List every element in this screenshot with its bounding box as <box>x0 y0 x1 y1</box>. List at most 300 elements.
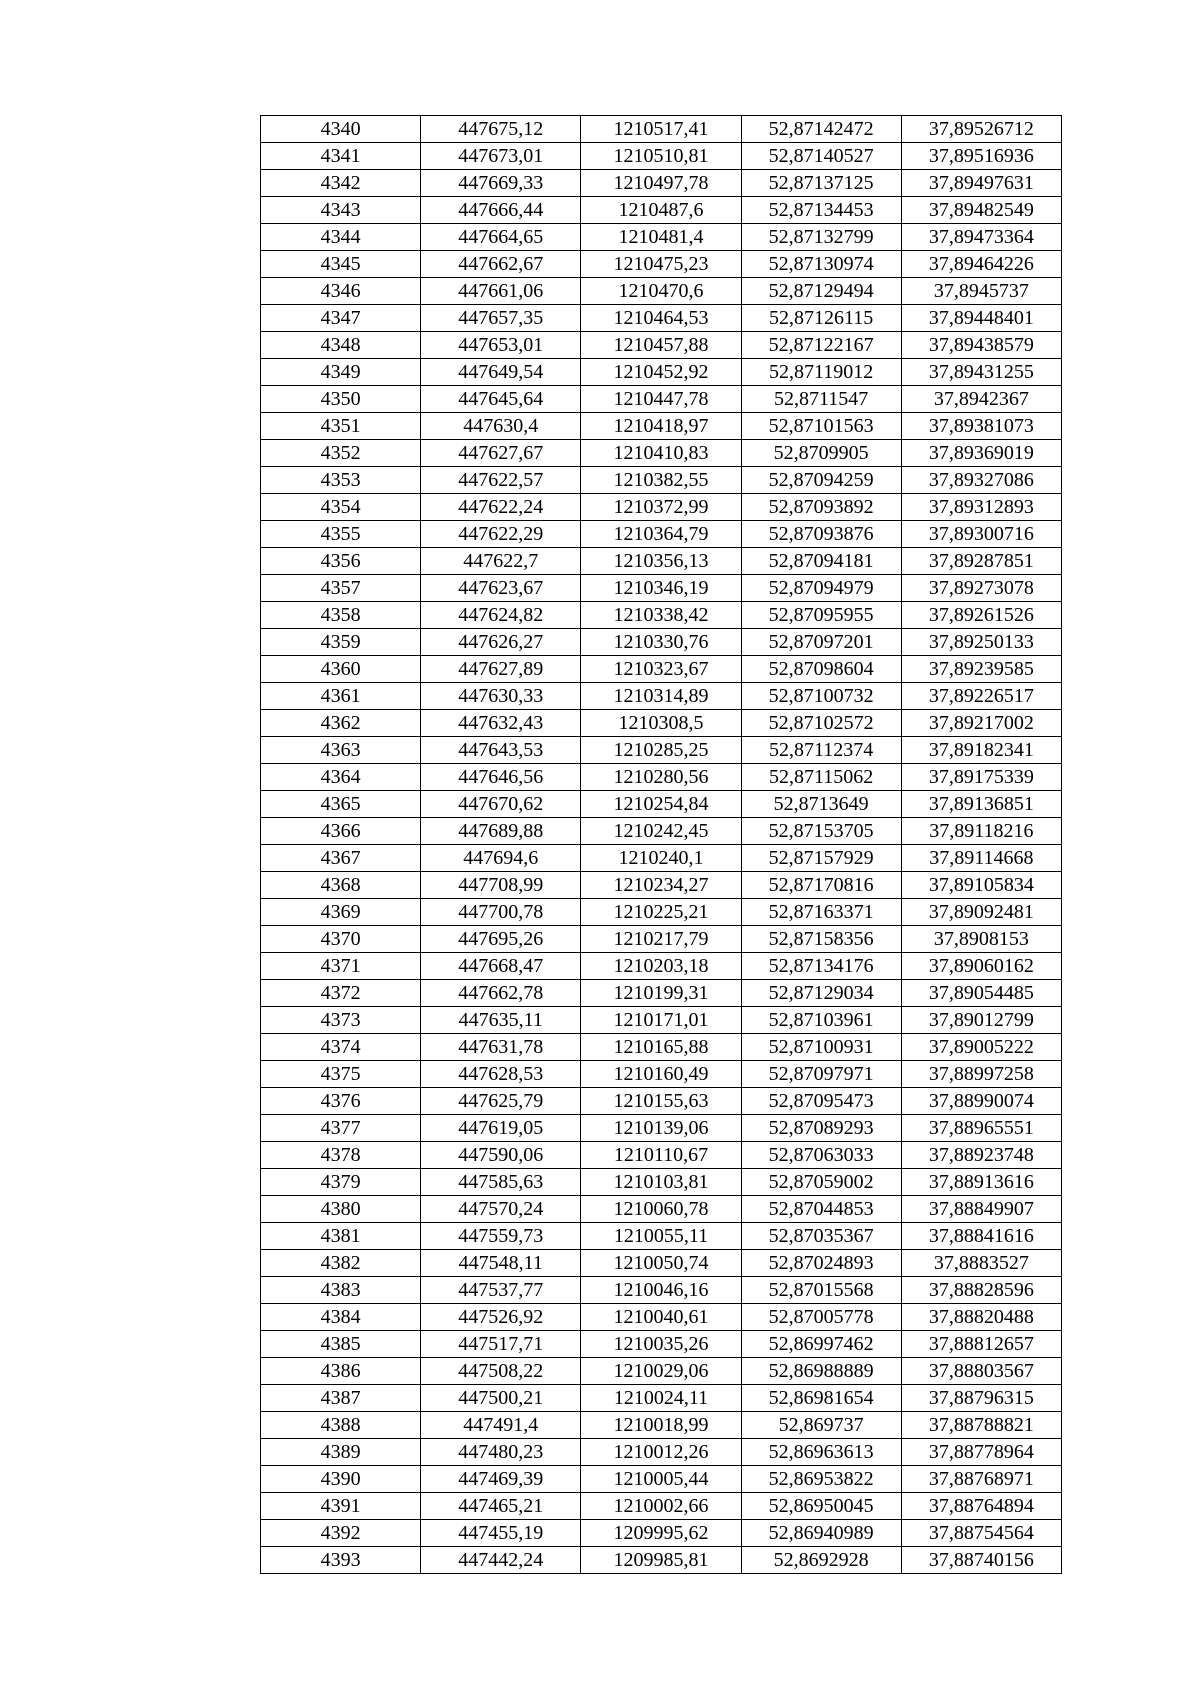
y-coordinate-cell: 1210254,84 <box>581 791 741 818</box>
y-coordinate-cell: 1210040,61 <box>581 1304 741 1331</box>
table-row <box>261 548 1062 575</box>
y-coordinate-cell: 1210139,06 <box>581 1115 741 1142</box>
latitude-cell: 52,87100732 <box>741 683 901 710</box>
latitude-cell: 52,8713649 <box>741 791 901 818</box>
table-row <box>261 386 1062 413</box>
x-coordinate-cell: 447548,11 <box>421 1250 581 1277</box>
x-coordinate-cell: 447442,24 <box>421 1547 581 1574</box>
longitude-cell: 37,88913616 <box>901 1169 1061 1196</box>
table-row <box>261 1493 1062 1520</box>
y-coordinate-cell: 1210447,78 <box>581 386 741 413</box>
point-number-cell: 4374 <box>261 1034 421 1061</box>
longitude-cell: 37,88965551 <box>901 1115 1061 1142</box>
point-number-cell: 4340 <box>261 116 421 143</box>
longitude-cell: 37,88923748 <box>901 1142 1061 1169</box>
y-coordinate-cell: 1210171,01 <box>581 1007 741 1034</box>
x-coordinate-cell: 447559,73 <box>421 1223 581 1250</box>
longitude-cell: 37,89473364 <box>901 224 1061 251</box>
table-row <box>261 872 1062 899</box>
latitude-cell: 52,87098604 <box>741 656 901 683</box>
latitude-cell: 52,87044853 <box>741 1196 901 1223</box>
x-coordinate-cell: 447708,99 <box>421 872 581 899</box>
longitude-cell: 37,8945737 <box>901 278 1061 305</box>
y-coordinate-cell: 1210035,26 <box>581 1331 741 1358</box>
point-number-cell: 4382 <box>261 1250 421 1277</box>
latitude-cell: 52,87115062 <box>741 764 901 791</box>
x-coordinate-cell: 447673,01 <box>421 143 581 170</box>
y-coordinate-cell: 1210510,81 <box>581 143 741 170</box>
y-coordinate-cell: 1210060,78 <box>581 1196 741 1223</box>
point-number-cell: 4348 <box>261 332 421 359</box>
x-coordinate-cell: 447635,11 <box>421 1007 581 1034</box>
y-coordinate-cell: 1210155,63 <box>581 1088 741 1115</box>
latitude-cell: 52,87093876 <box>741 521 901 548</box>
latitude-cell: 52,87005778 <box>741 1304 901 1331</box>
point-number-cell: 4370 <box>261 926 421 953</box>
point-number-cell: 4383 <box>261 1277 421 1304</box>
x-coordinate-cell: 447508,22 <box>421 1358 581 1385</box>
table-row <box>261 1034 1062 1061</box>
latitude-cell: 52,87024893 <box>741 1250 901 1277</box>
point-number-cell: 4369 <box>261 899 421 926</box>
point-number-cell: 4376 <box>261 1088 421 1115</box>
x-coordinate-cell: 447643,53 <box>421 737 581 764</box>
x-coordinate-cell: 447570,24 <box>421 1196 581 1223</box>
longitude-cell: 37,89092481 <box>901 899 1061 926</box>
point-number-cell: 4350 <box>261 386 421 413</box>
table-row <box>261 1223 1062 1250</box>
longitude-cell: 37,88788821 <box>901 1412 1061 1439</box>
x-coordinate-cell: 447622,29 <box>421 521 581 548</box>
latitude-cell: 52,87140527 <box>741 143 901 170</box>
point-number-cell: 4392 <box>261 1520 421 1547</box>
point-number-cell: 4372 <box>261 980 421 1007</box>
longitude-cell: 37,89431255 <box>901 359 1061 386</box>
latitude-cell: 52,86963613 <box>741 1439 901 1466</box>
longitude-cell: 37,88796315 <box>901 1385 1061 1412</box>
longitude-cell: 37,8883527 <box>901 1250 1061 1277</box>
point-number-cell: 4388 <box>261 1412 421 1439</box>
point-number-cell: 4379 <box>261 1169 421 1196</box>
y-coordinate-cell: 1210356,13 <box>581 548 741 575</box>
x-coordinate-cell: 447632,43 <box>421 710 581 737</box>
x-coordinate-cell: 447668,47 <box>421 953 581 980</box>
y-coordinate-cell: 1210029,06 <box>581 1358 741 1385</box>
point-number-cell: 4391 <box>261 1493 421 1520</box>
point-number-cell: 4390 <box>261 1466 421 1493</box>
point-number-cell: 4380 <box>261 1196 421 1223</box>
latitude-cell: 52,87134453 <box>741 197 901 224</box>
latitude-cell: 52,87137125 <box>741 170 901 197</box>
x-coordinate-cell: 447517,71 <box>421 1331 581 1358</box>
y-coordinate-cell: 1210005,44 <box>581 1466 741 1493</box>
table-row <box>261 224 1062 251</box>
longitude-cell: 37,89312893 <box>901 494 1061 521</box>
point-number-cell: 4361 <box>261 683 421 710</box>
longitude-cell: 37,89273078 <box>901 575 1061 602</box>
longitude-cell: 37,88849907 <box>901 1196 1061 1223</box>
longitude-cell: 37,89438579 <box>901 332 1061 359</box>
table-row <box>261 1520 1062 1547</box>
y-coordinate-cell: 1210497,78 <box>581 170 741 197</box>
y-coordinate-cell: 1210199,31 <box>581 980 741 1007</box>
longitude-cell: 37,89226517 <box>901 683 1061 710</box>
latitude-cell: 52,87119012 <box>741 359 901 386</box>
longitude-cell: 37,89300716 <box>901 521 1061 548</box>
latitude-cell: 52,87097971 <box>741 1061 901 1088</box>
table-row <box>261 791 1062 818</box>
latitude-cell: 52,87122167 <box>741 332 901 359</box>
x-coordinate-cell: 447666,44 <box>421 197 581 224</box>
point-number-cell: 4351 <box>261 413 421 440</box>
longitude-cell: 37,89287851 <box>901 548 1061 575</box>
table-row <box>261 845 1062 872</box>
point-number-cell: 4363 <box>261 737 421 764</box>
latitude-cell: 52,87134176 <box>741 953 901 980</box>
table-row <box>261 710 1062 737</box>
table-row <box>261 1196 1062 1223</box>
table-row <box>261 1385 1062 1412</box>
table-row <box>261 467 1062 494</box>
table-row <box>261 818 1062 845</box>
table-row <box>261 1142 1062 1169</box>
y-coordinate-cell: 1210055,11 <box>581 1223 741 1250</box>
table-row <box>261 1250 1062 1277</box>
y-coordinate-cell: 1210372,99 <box>581 494 741 521</box>
y-coordinate-cell: 1210217,79 <box>581 926 741 953</box>
point-number-cell: 4353 <box>261 467 421 494</box>
x-coordinate-cell: 447625,79 <box>421 1088 581 1115</box>
table-row <box>261 656 1062 683</box>
table-row <box>261 575 1062 602</box>
table-row <box>261 359 1062 386</box>
latitude-cell: 52,87095473 <box>741 1088 901 1115</box>
y-coordinate-cell: 1209985,81 <box>581 1547 741 1574</box>
x-coordinate-cell: 447465,21 <box>421 1493 581 1520</box>
y-coordinate-cell: 1210452,92 <box>581 359 741 386</box>
longitude-cell: 37,88754564 <box>901 1520 1061 1547</box>
longitude-cell: 37,89217002 <box>901 710 1061 737</box>
point-number-cell: 4352 <box>261 440 421 467</box>
point-number-cell: 4356 <box>261 548 421 575</box>
table-row <box>261 1331 1062 1358</box>
table-row <box>261 494 1062 521</box>
x-coordinate-cell: 447700,78 <box>421 899 581 926</box>
latitude-cell: 52,87157929 <box>741 845 901 872</box>
x-coordinate-cell: 447662,67 <box>421 251 581 278</box>
x-coordinate-cell: 447670,62 <box>421 791 581 818</box>
latitude-cell: 52,87112374 <box>741 737 901 764</box>
point-number-cell: 4378 <box>261 1142 421 1169</box>
y-coordinate-cell: 1210203,18 <box>581 953 741 980</box>
x-coordinate-cell: 447649,54 <box>421 359 581 386</box>
latitude-cell: 52,87089293 <box>741 1115 901 1142</box>
y-coordinate-cell: 1210002,66 <box>581 1493 741 1520</box>
longitude-cell: 37,89327086 <box>901 467 1061 494</box>
y-coordinate-cell: 1210234,27 <box>581 872 741 899</box>
longitude-cell: 37,8908153 <box>901 926 1061 953</box>
latitude-cell: 52,87129034 <box>741 980 901 1007</box>
table-row <box>261 737 1062 764</box>
table-row <box>261 1304 1062 1331</box>
point-number-cell: 4368 <box>261 872 421 899</box>
point-number-cell: 4387 <box>261 1385 421 1412</box>
longitude-cell: 37,89464226 <box>901 251 1061 278</box>
table-row <box>261 1358 1062 1385</box>
table-row <box>261 980 1062 1007</box>
table-row <box>261 764 1062 791</box>
y-coordinate-cell: 1210160,49 <box>581 1061 741 1088</box>
longitude-cell: 37,89526712 <box>901 116 1061 143</box>
table-row <box>261 1061 1062 1088</box>
point-number-cell: 4377 <box>261 1115 421 1142</box>
table-row <box>261 629 1062 656</box>
y-coordinate-cell: 1210012,26 <box>581 1439 741 1466</box>
point-number-cell: 4357 <box>261 575 421 602</box>
point-number-cell: 4343 <box>261 197 421 224</box>
table-row <box>261 521 1062 548</box>
point-number-cell: 4367 <box>261 845 421 872</box>
latitude-cell: 52,87059002 <box>741 1169 901 1196</box>
x-coordinate-cell: 447631,78 <box>421 1034 581 1061</box>
x-coordinate-cell: 447526,92 <box>421 1304 581 1331</box>
x-coordinate-cell: 447664,65 <box>421 224 581 251</box>
point-number-cell: 4342 <box>261 170 421 197</box>
latitude-cell: 52,869737 <box>741 1412 901 1439</box>
x-coordinate-cell: 447657,35 <box>421 305 581 332</box>
latitude-cell: 52,87063033 <box>741 1142 901 1169</box>
x-coordinate-cell: 447662,78 <box>421 980 581 1007</box>
y-coordinate-cell: 1210338,42 <box>581 602 741 629</box>
x-coordinate-cell: 447695,26 <box>421 926 581 953</box>
x-coordinate-cell: 447689,88 <box>421 818 581 845</box>
y-coordinate-cell: 1210464,53 <box>581 305 741 332</box>
longitude-cell: 37,89261526 <box>901 602 1061 629</box>
longitude-cell: 37,89005222 <box>901 1034 1061 1061</box>
x-coordinate-cell: 447624,82 <box>421 602 581 629</box>
point-number-cell: 4362 <box>261 710 421 737</box>
y-coordinate-cell: 1210018,99 <box>581 1412 741 1439</box>
y-coordinate-cell: 1210470,6 <box>581 278 741 305</box>
table-row <box>261 440 1062 467</box>
y-coordinate-cell: 1210024,11 <box>581 1385 741 1412</box>
longitude-cell: 37,89182341 <box>901 737 1061 764</box>
table-row <box>261 332 1062 359</box>
y-coordinate-cell: 1210487,6 <box>581 197 741 224</box>
latitude-cell: 52,87094259 <box>741 467 901 494</box>
y-coordinate-cell: 1210103,81 <box>581 1169 741 1196</box>
longitude-cell: 37,8942367 <box>901 386 1061 413</box>
longitude-cell: 37,88768971 <box>901 1466 1061 1493</box>
point-number-cell: 4385 <box>261 1331 421 1358</box>
x-coordinate-cell: 447480,23 <box>421 1439 581 1466</box>
x-coordinate-cell: 447537,77 <box>421 1277 581 1304</box>
y-coordinate-cell: 1210240,1 <box>581 845 741 872</box>
point-number-cell: 4365 <box>261 791 421 818</box>
latitude-cell: 52,87129494 <box>741 278 901 305</box>
y-coordinate-cell: 1210418,97 <box>581 413 741 440</box>
table-row <box>261 1277 1062 1304</box>
table-row <box>261 413 1062 440</box>
point-number-cell: 4381 <box>261 1223 421 1250</box>
latitude-cell: 52,8692928 <box>741 1547 901 1574</box>
longitude-cell: 37,88841616 <box>901 1223 1061 1250</box>
longitude-cell: 37,88778964 <box>901 1439 1061 1466</box>
latitude-cell: 52,87015568 <box>741 1277 901 1304</box>
table-row <box>261 197 1062 224</box>
table-row <box>261 926 1062 953</box>
point-number-cell: 4341 <box>261 143 421 170</box>
table-row <box>261 1088 1062 1115</box>
latitude-cell: 52,87035367 <box>741 1223 901 1250</box>
x-coordinate-cell: 447628,53 <box>421 1061 581 1088</box>
coordinates-table-body <box>261 116 1062 1574</box>
latitude-cell: 52,87142472 <box>741 116 901 143</box>
x-coordinate-cell: 447675,12 <box>421 116 581 143</box>
latitude-cell: 52,87100931 <box>741 1034 901 1061</box>
y-coordinate-cell: 1210475,23 <box>581 251 741 278</box>
point-number-cell: 4359 <box>261 629 421 656</box>
longitude-cell: 37,89516936 <box>901 143 1061 170</box>
longitude-cell: 37,89118216 <box>901 818 1061 845</box>
longitude-cell: 37,88803567 <box>901 1358 1061 1385</box>
longitude-cell: 37,89114668 <box>901 845 1061 872</box>
table-row <box>261 683 1062 710</box>
x-coordinate-cell: 447491,4 <box>421 1412 581 1439</box>
x-coordinate-cell: 447500,21 <box>421 1385 581 1412</box>
longitude-cell: 37,88828596 <box>901 1277 1061 1304</box>
table-row <box>261 1439 1062 1466</box>
latitude-cell: 52,87095955 <box>741 602 901 629</box>
table-row <box>261 899 1062 926</box>
table-row <box>261 116 1062 143</box>
latitude-cell: 52,87132799 <box>741 224 901 251</box>
latitude-cell: 52,87153705 <box>741 818 901 845</box>
table-row <box>261 251 1062 278</box>
point-number-cell: 4373 <box>261 1007 421 1034</box>
y-coordinate-cell: 1210457,88 <box>581 332 741 359</box>
x-coordinate-cell: 447623,67 <box>421 575 581 602</box>
x-coordinate-cell: 447455,19 <box>421 1520 581 1547</box>
y-coordinate-cell: 1210330,76 <box>581 629 741 656</box>
x-coordinate-cell: 447627,89 <box>421 656 581 683</box>
point-number-cell: 4393 <box>261 1547 421 1574</box>
x-coordinate-cell: 447630,33 <box>421 683 581 710</box>
table-row <box>261 1007 1062 1034</box>
latitude-cell: 52,86950045 <box>741 1493 901 1520</box>
point-number-cell: 4364 <box>261 764 421 791</box>
y-coordinate-cell: 1210225,21 <box>581 899 741 926</box>
y-coordinate-cell: 1210410,83 <box>581 440 741 467</box>
table-row <box>261 602 1062 629</box>
x-coordinate-cell: 447469,39 <box>421 1466 581 1493</box>
y-coordinate-cell: 1210308,5 <box>581 710 741 737</box>
latitude-cell: 52,86997462 <box>741 1331 901 1358</box>
table-row <box>261 1466 1062 1493</box>
x-coordinate-cell: 447646,56 <box>421 764 581 791</box>
latitude-cell: 52,86981654 <box>741 1385 901 1412</box>
x-coordinate-cell: 447622,57 <box>421 467 581 494</box>
x-coordinate-cell: 447585,63 <box>421 1169 581 1196</box>
longitude-cell: 37,89060162 <box>901 953 1061 980</box>
x-coordinate-cell: 447669,33 <box>421 170 581 197</box>
point-number-cell: 4346 <box>261 278 421 305</box>
latitude-cell: 52,87170816 <box>741 872 901 899</box>
latitude-cell: 52,86940989 <box>741 1520 901 1547</box>
y-coordinate-cell: 1210110,67 <box>581 1142 741 1169</box>
x-coordinate-cell: 447694,6 <box>421 845 581 872</box>
point-number-cell: 4360 <box>261 656 421 683</box>
point-number-cell: 4384 <box>261 1304 421 1331</box>
point-number-cell: 4345 <box>261 251 421 278</box>
table-row <box>261 1412 1062 1439</box>
y-coordinate-cell: 1210046,16 <box>581 1277 741 1304</box>
table-row <box>261 953 1062 980</box>
table-row <box>261 1115 1062 1142</box>
x-coordinate-cell: 447626,27 <box>421 629 581 656</box>
x-coordinate-cell: 447661,06 <box>421 278 581 305</box>
y-coordinate-cell: 1210285,25 <box>581 737 741 764</box>
table-row <box>261 143 1062 170</box>
x-coordinate-cell: 447630,4 <box>421 413 581 440</box>
x-coordinate-cell: 447622,24 <box>421 494 581 521</box>
y-coordinate-cell: 1210242,45 <box>581 818 741 845</box>
table-row <box>261 278 1062 305</box>
point-number-cell: 4355 <box>261 521 421 548</box>
table-row <box>261 1169 1062 1196</box>
y-coordinate-cell: 1210165,88 <box>581 1034 741 1061</box>
x-coordinate-cell: 447627,67 <box>421 440 581 467</box>
table-row <box>261 170 1062 197</box>
point-number-cell: 4371 <box>261 953 421 980</box>
longitude-cell: 37,88990074 <box>901 1088 1061 1115</box>
y-coordinate-cell: 1210382,55 <box>581 467 741 494</box>
longitude-cell: 37,89136851 <box>901 791 1061 818</box>
latitude-cell: 52,86953822 <box>741 1466 901 1493</box>
longitude-cell: 37,88812657 <box>901 1331 1061 1358</box>
y-coordinate-cell: 1210323,67 <box>581 656 741 683</box>
longitude-cell: 37,88997258 <box>901 1061 1061 1088</box>
point-number-cell: 4344 <box>261 224 421 251</box>
x-coordinate-cell: 447653,01 <box>421 332 581 359</box>
point-number-cell: 4354 <box>261 494 421 521</box>
longitude-cell: 37,89054485 <box>901 980 1061 1007</box>
longitude-cell: 37,89250133 <box>901 629 1061 656</box>
y-coordinate-cell: 1210280,56 <box>581 764 741 791</box>
point-number-cell: 4349 <box>261 359 421 386</box>
latitude-cell: 52,86988889 <box>741 1358 901 1385</box>
x-coordinate-cell: 447590,06 <box>421 1142 581 1169</box>
latitude-cell: 52,87126115 <box>741 305 901 332</box>
table-row <box>261 305 1062 332</box>
latitude-cell: 52,87102572 <box>741 710 901 737</box>
latitude-cell: 52,87103961 <box>741 1007 901 1034</box>
y-coordinate-cell: 1210314,89 <box>581 683 741 710</box>
longitude-cell: 37,89105834 <box>901 872 1061 899</box>
point-number-cell: 4386 <box>261 1358 421 1385</box>
latitude-cell: 52,87130974 <box>741 251 901 278</box>
latitude-cell: 52,87093892 <box>741 494 901 521</box>
y-coordinate-cell: 1210050,74 <box>581 1250 741 1277</box>
longitude-cell: 37,89448401 <box>901 305 1061 332</box>
x-coordinate-cell: 447619,05 <box>421 1115 581 1142</box>
latitude-cell: 52,87163371 <box>741 899 901 926</box>
longitude-cell: 37,89012799 <box>901 1007 1061 1034</box>
coordinates-table <box>260 115 1062 1574</box>
y-coordinate-cell: 1210364,79 <box>581 521 741 548</box>
point-number-cell: 4347 <box>261 305 421 332</box>
latitude-cell: 52,8709905 <box>741 440 901 467</box>
